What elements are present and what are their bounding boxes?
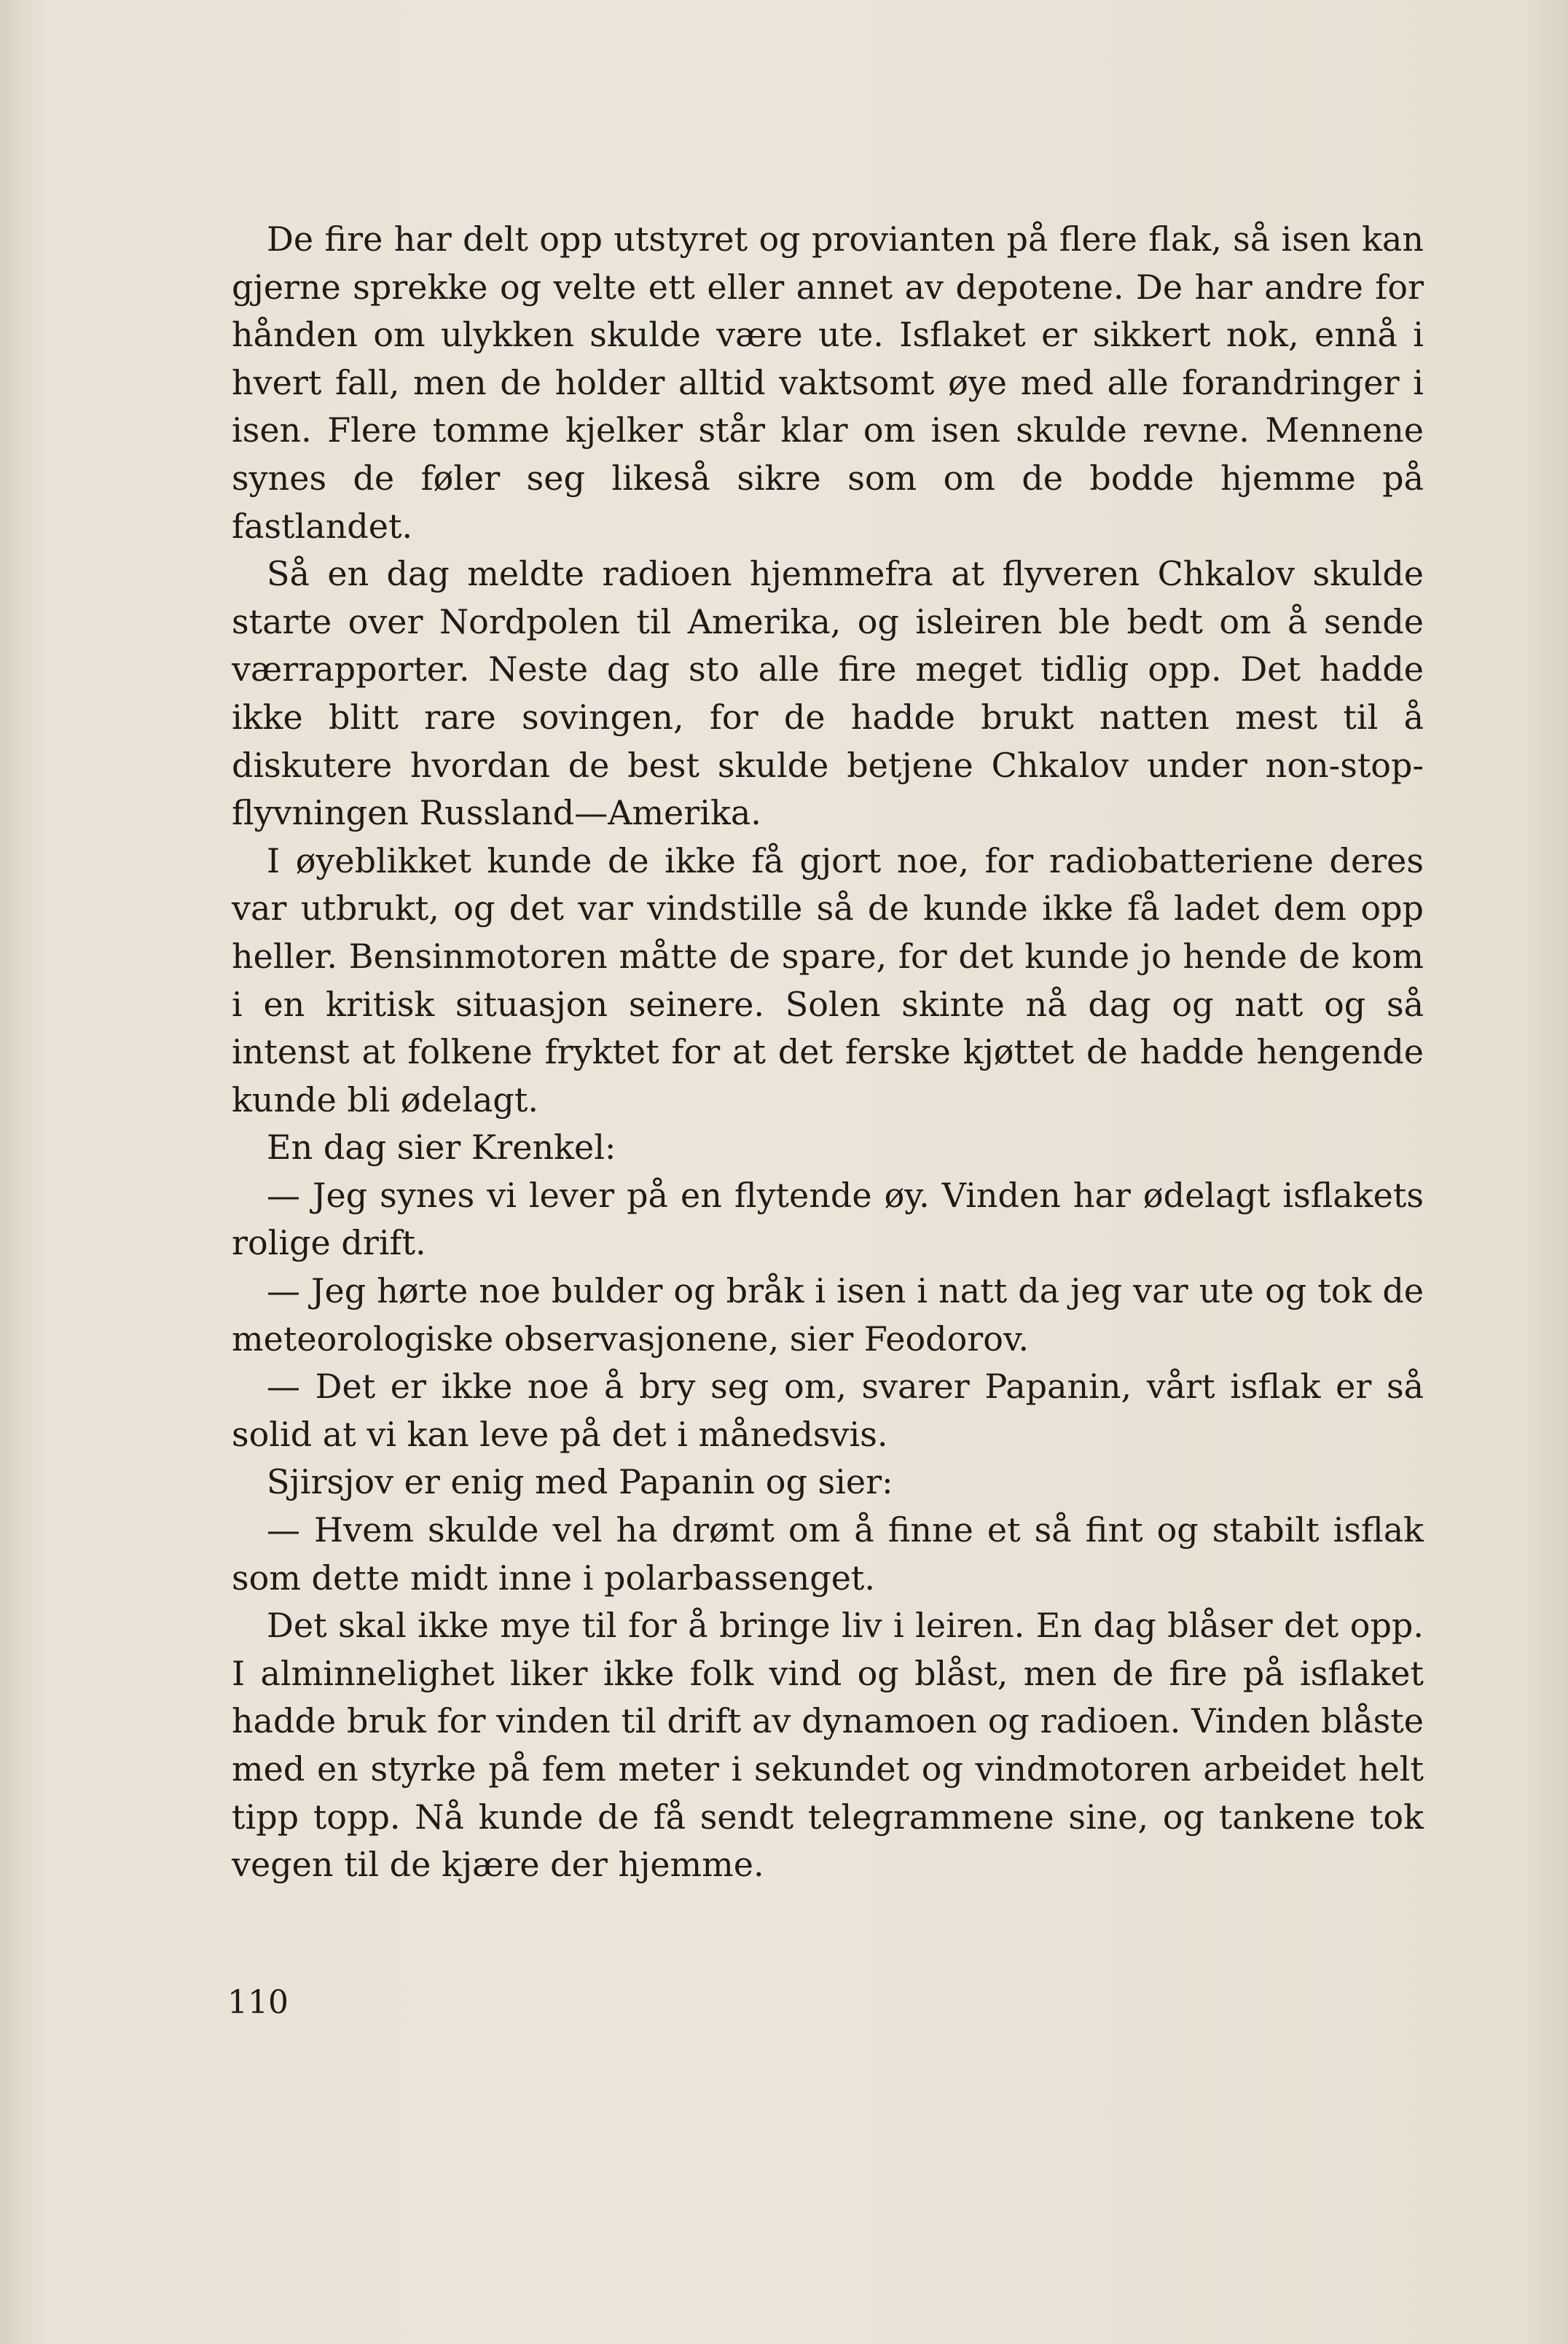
dialogue-line: — Det er ikke noe å bry seg om, svarer Papanin, vårt isflak er så solid at vi kan leve på det i månedsvis. — [232, 1367, 1424, 1454]
paragraph: I øyeblikket kunde de ikke få gjort noe, for radiobatteriene deres var utbrukt, og det var vindstille så de kunde ikke få ladet dem opp heller. Bensinmotoren måtte de spare, for det kunde jo hende de kom i en kritisk situasjon seinere. Solen skinte nå dag og natt og så intenst at folkene fryktet for at det ferske kjøttet de hadde hengende kunde bli ødelagt. — [232, 840, 1424, 1120]
dialogue-line: — Jeg hørte noe bulder og bråk i isen i natt da jeg var ute og tok de meteorologiske observasjonene, sier Feodorov. — [232, 1271, 1424, 1359]
page-number: 110 — [227, 1984, 289, 2021]
body-text — [232, 216, 1424, 1889]
paragraph: En dag sier Krenkel: — [267, 1128, 616, 1168]
paragraph: Så en dag meldte radioen hjemmefra at flyveren Chkalov skulde starte over Nordpolen til Amerika, og isleiren ble bedt om å sende værrapporter. Neste dag sto alle fire meget tidlig opp. Det hadde ikke blitt rare sovingen, for de hadde brukt natten mest til å diskutere hvordan de best skulde betjene Chkalov under non-stop-flyvningen Russland—Amerika. — [232, 554, 1424, 833]
dialogue-line: — Jeg synes vi lever på en flytende øy. Vinden har ødelagt isflakets rolige drift. — [232, 1175, 1424, 1263]
paragraph: Det skal ikke mye til for å bringe liv i leiren. En dag blåser det opp. I alminnelighet liker ikke folk vind og blåst, men de fire på isflaket hadde bruk for vinden til drift av dynamoen og radioen. Vinden blåste med en styrke på fem meter i sekundet og vindmotoren arbeidet helt tipp topp. Nå kunde de få sendt telegrammene sine, og tankene tok vegen til de kjære der hjemme. — [232, 1606, 1424, 1885]
paragraph: De fire har delt opp utstyret og provianten på flere flak, så isen kan gjerne sprekke og velte ett eller annet av depotene. De har andre for hånden om ulykken skulde være ute. Isflaket er sikkert nok, ennå i hvert fall, men de holder alltid vaktsomt øye med alle forandringer i isen. Flere tomme kjelker står klar om isen skulde revne. Mennene synes de føler seg likeså sikre som om de bodde hjemme på fastlandet. — [232, 219, 1424, 546]
paragraph: Sjirsjov er enig med Papanin og sier: — [267, 1462, 893, 1502]
dialogue-line: — Hvem skulde vel ha drømt om å finne et så fint og stabilt isflak som dette midt inne i polarbassenget. — [232, 1510, 1424, 1598]
